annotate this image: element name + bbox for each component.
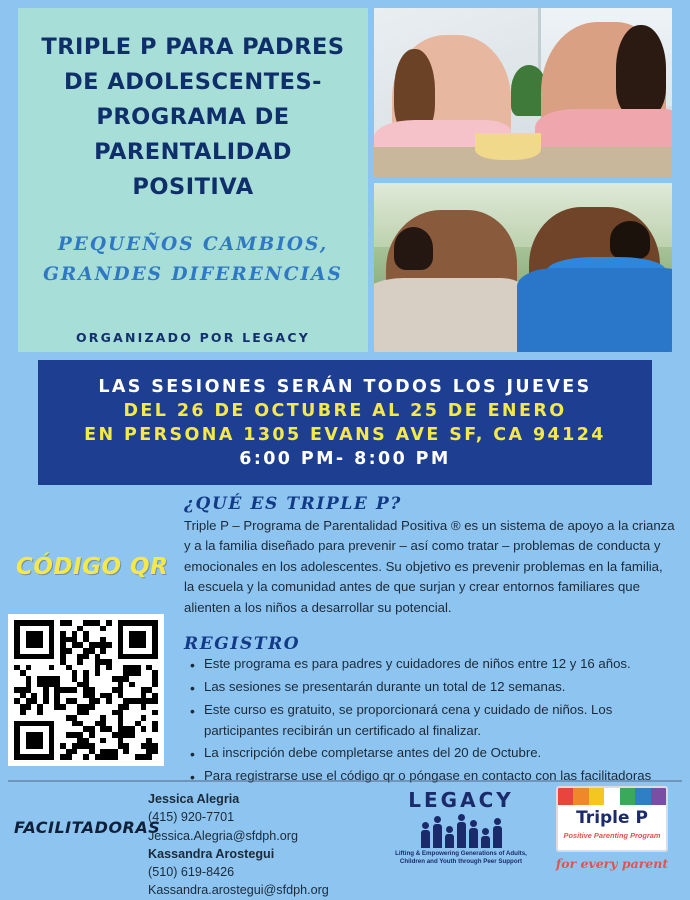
legacy-logo-tagline: Lifting & Empowering Generations of Adults, Children and Youth through Peer Support bbox=[395, 850, 527, 866]
sessions-line-4: 6:00 PM- 8:00 PM bbox=[239, 448, 451, 469]
photo-mother-hair bbox=[616, 25, 666, 115]
legacy-logo bbox=[386, 788, 536, 886]
list-item: • Este programa es para padres y cuidadores de niños entre 12 y 16 años. bbox=[190, 654, 680, 675]
hero-panel bbox=[18, 8, 368, 352]
list-item: • Las sesiones se presentarán durante un total de 12 semanas. bbox=[190, 677, 680, 698]
hero-subtitle-line2: GRANDES DIFERENCIAS bbox=[43, 263, 343, 285]
footer-divider bbox=[8, 780, 682, 782]
sessions-band bbox=[38, 360, 652, 485]
triple-p-logo-name: Triple P bbox=[576, 808, 648, 828]
list-item: • Este curso es gratuito, se proporcionará cena y cuidado de niños. Los participantes recibirán un certificado al finalizar. bbox=[190, 700, 680, 742]
triple-p-logo-subtitle: Positive Parenting Program bbox=[563, 831, 661, 840]
figure-icon bbox=[469, 828, 478, 848]
qr-code[interactable] bbox=[8, 614, 164, 766]
qr-title: CÓDIGO QR bbox=[16, 554, 169, 580]
photo-stack bbox=[374, 8, 672, 352]
triple-p-logo-stripes bbox=[558, 788, 666, 805]
sessions-line-3: EN PERSONA 1305 EVANS AVE SF, CA 94124 bbox=[84, 424, 606, 445]
stripe-yellow bbox=[589, 788, 604, 805]
figure-icon bbox=[481, 836, 490, 848]
contact-phone: (415) 920-7701 bbox=[148, 810, 235, 825]
qr-code-matrix bbox=[14, 620, 158, 760]
photo-father-coat bbox=[374, 278, 523, 352]
photo-father-hair bbox=[394, 227, 433, 270]
contact-list bbox=[148, 790, 378, 900]
photo-mother-daughter bbox=[374, 8, 672, 177]
facilitadoras-label: FACILITADORAS bbox=[14, 818, 161, 837]
photo-bowl-decor bbox=[475, 133, 541, 160]
figure-icon bbox=[445, 834, 454, 848]
registro-heading: REGISTRO bbox=[184, 634, 301, 654]
list-item: • Para registrarse use el código qr o póngase en contacto con las facilitadoras bbox=[190, 766, 680, 787]
triple-p-logo-card bbox=[556, 786, 668, 852]
contact-email[interactable]: Jessica.Alegria@sfdph.org bbox=[148, 828, 298, 843]
stripe-blue bbox=[635, 788, 650, 805]
page-title: TRIPLE P PARA PADRES DE ADOLESCENTES- PROGRAMA DE PARENTALIDAD POSITIVA bbox=[41, 34, 345, 200]
figure-icon bbox=[457, 822, 466, 848]
contact-name: Kassandra Arostegui bbox=[148, 846, 275, 861]
photo-son-hair bbox=[610, 221, 649, 259]
contact-phone: (510) 619-8426 bbox=[148, 865, 235, 879]
hero-subtitle bbox=[36, 230, 350, 289]
triple-p-logo bbox=[548, 786, 676, 886]
stripe-purple bbox=[651, 788, 666, 805]
legacy-logo-figures bbox=[386, 814, 536, 848]
about-body: Triple P – Programa de Parentalidad Positiva ® es un sistema de apoyo a la crianza y a la familia diseñado para prevenir – así como tratar – problemas de conducta y emocionales en los adolescentes. Su objetivo es prevenir problemas en la familia, la escuela y la comunidad antes de que surjan y crear entornos familiares que alienten a los niños a desarrollar su potencial. bbox=[184, 518, 675, 615]
stripe-orange bbox=[573, 788, 588, 805]
contact-name: Jessica Alegria bbox=[148, 792, 240, 806]
stripe-red bbox=[558, 788, 573, 805]
contact-block bbox=[148, 790, 378, 845]
sessions-line-2: DEL 26 DE OCTUBRE AL 25 DE ENERO bbox=[123, 400, 567, 421]
hero-subtitle-line1: PEQUEÑOS CAMBIOS, bbox=[57, 234, 329, 256]
contact-block bbox=[148, 845, 378, 900]
legacy-logo-word: LEGACY bbox=[408, 788, 514, 812]
registro-list bbox=[190, 654, 680, 789]
triple-p-logo-footer: for every parent bbox=[555, 856, 669, 871]
figure-icon bbox=[433, 824, 442, 848]
stripe-green2 bbox=[620, 788, 635, 805]
about-heading: ¿QUÉ ES TRIPLE P? bbox=[184, 494, 402, 514]
sessions-line-1: LAS SESIONES SERÁN TODOS LOS JUEVES bbox=[98, 376, 592, 397]
organizer-text: ORGANIZADO POR LEGACY bbox=[75, 329, 311, 345]
contact-email[interactable]: Kassandra.arostegui@sfdph.org bbox=[148, 883, 329, 898]
list-item: • La inscripción debe completarse antes del 20 de Octubre. bbox=[190, 743, 680, 764]
photo-father-son bbox=[374, 183, 672, 352]
photo-son-coat bbox=[517, 268, 672, 353]
stripe-green bbox=[604, 788, 619, 805]
figure-icon bbox=[493, 826, 502, 848]
figure-icon bbox=[421, 830, 430, 848]
